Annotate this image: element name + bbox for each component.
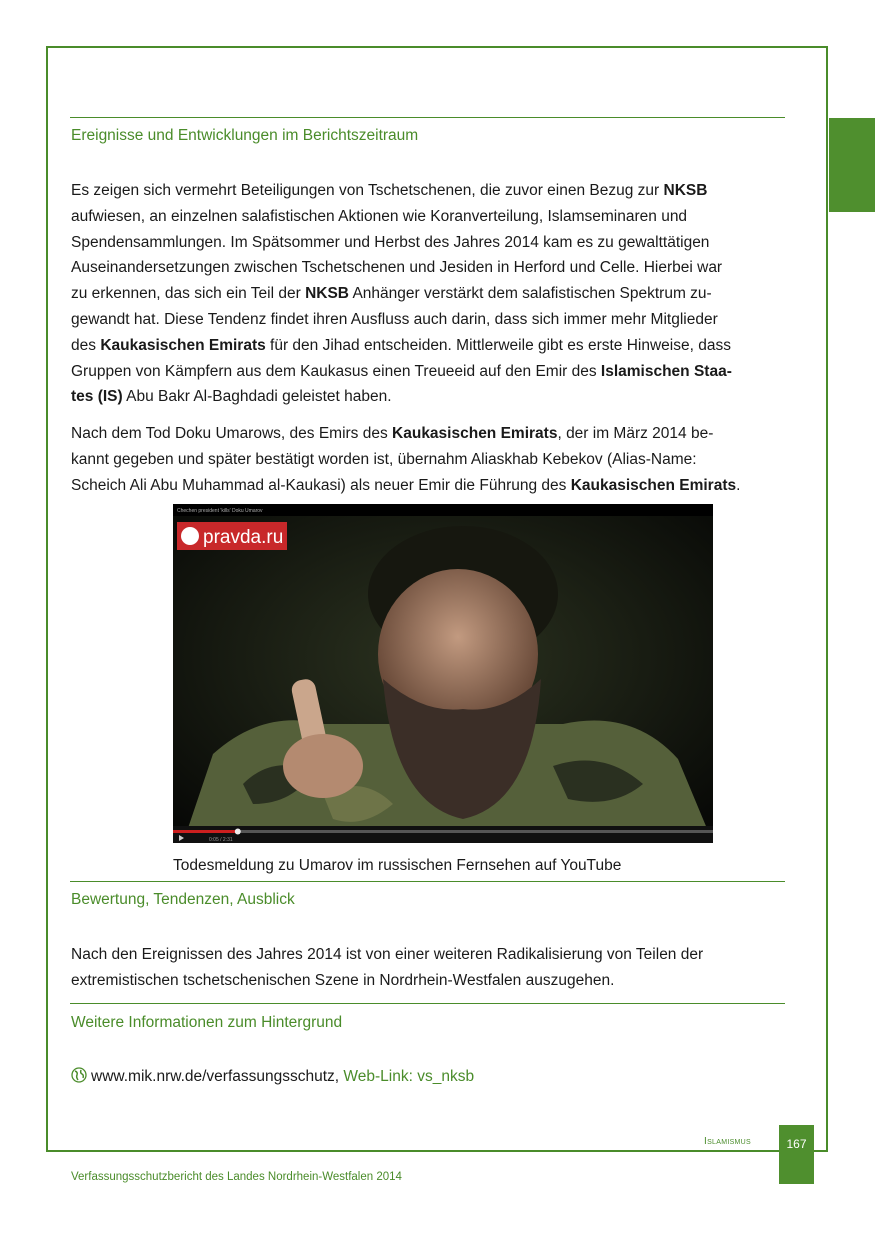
- divider-top: [70, 117, 785, 118]
- image-caption: Todesmeldung zu Umarov im russischen Fernsehen auf YouTube: [173, 857, 622, 874]
- heading-assessment: Bewertung, Tendenzen, Ausblick: [71, 891, 295, 908]
- video-progress-track[interactable]: [173, 830, 713, 833]
- video-time: 0:05 / 2:31: [209, 837, 233, 843]
- globe-icon: [71, 1067, 87, 1088]
- logo-text: pravda.ru: [203, 527, 284, 548]
- heading-events: Ereignisse und Entwicklungen im Berichtszeitraum: [71, 127, 419, 144]
- paragraph-umarov-death: Nach dem Tod Doku Umarows, des Emirs des Kaukasischen Emirats, der im März 2014 be- kannt gegeben und später bestätigt worden ist, übernahm Aliaskhab Kebekov (Alias-Name: Scheich Ali Abu Muhammad al-Kaukasi) als neuer Emir die Führung des Kaukasischen Emirats.: [71, 425, 741, 494]
- web-link-url[interactable]: www.mik.nrw.de/verfassungsschutz,: [91, 1068, 340, 1085]
- chapter-tab-marker: [829, 118, 875, 212]
- web-link-line: [71, 1067, 474, 1088]
- divider-more-info: [70, 1003, 785, 1004]
- footer-text: Verfassungsschutzbericht des Landes Nordrhein-Westfalen 2014: [71, 1171, 402, 1183]
- page-number-box: [779, 1125, 814, 1184]
- video-screenshot: [173, 504, 713, 843]
- pravda-logo: [177, 522, 287, 550]
- paragraph-chechen-participation: Es zeigen sich vermehrt Beteiligungen von Tschetschenen, die zuvor einen Bezug zur NKSB aufwiesen, an einzelnen salafistischen Aktionen wie Koranverteilung, Islamseminaren und Spendensammlungen. Im Spätsommer und Herbst des Jahres 2014 kam es zu gewalttätigen Auseinandersetzungen zwischen Tschetschenen und Jesiden in Herford und Celle. Hierbei war zu erkennen, das sich ein Teil der NKSB Anhänger verstärkt dem salafistischen Spektrum zu- gewandt hat. Diese Tendenz findet ihren Ausfluss auch darin, dass sich immer mehr Mitglieder des Kaukasischen Emirats für den Jihad entscheiden. Mittlerweile gibt es erste Hinweise, dass Gruppen von Kämpfern aus dem Kaukasus einen Treueeid auf den Emir des Islamischen Staa- tes (IS) Abu Bakr Al-Baghdadi geleistet haben.: [71, 182, 732, 406]
- web-link-label[interactable]: Web-Link: vs_nksb: [343, 1068, 475, 1085]
- video-title: Chechen president 'kills' Doku Umarov: [177, 508, 263, 514]
- heading-more-info: Weitere Informationen zum Hintergrund: [71, 1014, 343, 1031]
- page-number: 167: [786, 1137, 807, 1151]
- video-progress-fill: [173, 830, 238, 833]
- section-label: Islamismus: [704, 1136, 752, 1147]
- video-scrubber-handle[interactable]: [235, 829, 241, 835]
- divider-assessment: [70, 881, 785, 882]
- video-frame-illustration: [173, 504, 713, 843]
- paragraph-assessment: Nach den Ereignissen des Jahres 2014 ist von einer weiteren Radikalisierung von Teilen der extremistischen tschetschenischen Szene in Nordrhein-Westfalen auszugehen.: [71, 946, 704, 989]
